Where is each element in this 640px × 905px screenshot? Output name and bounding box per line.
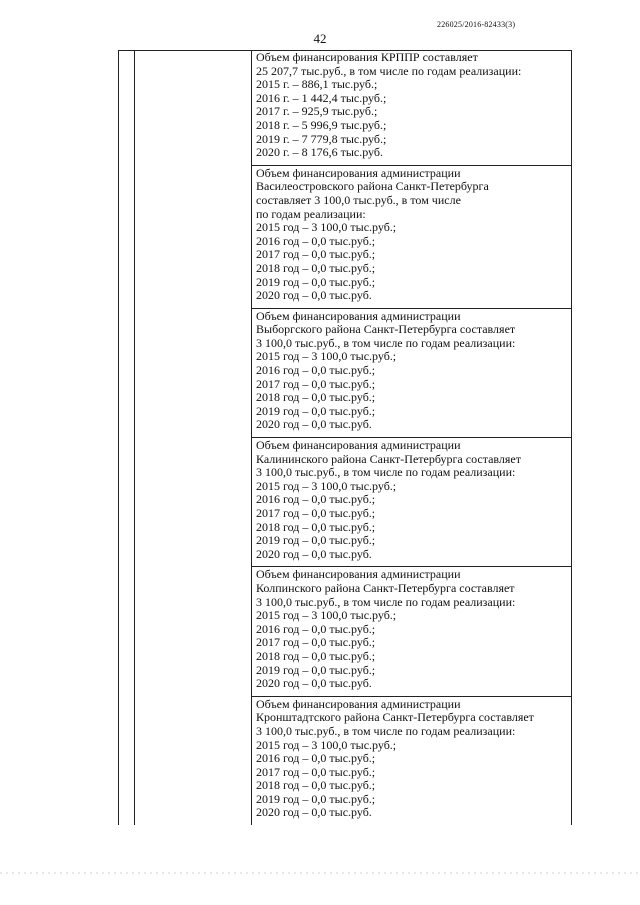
funding-block-line: 2017 год – 0,0 тыс.руб.; xyxy=(256,764,376,779)
funding-block-heading: Объем финансирования администрации xyxy=(256,438,461,453)
funding-block-line: 2020 г. – 8 176,6 тыс.руб. xyxy=(256,145,383,160)
funding-block xyxy=(251,166,571,309)
funding-block-line: 2016 год – 0,0 тыс.руб.; xyxy=(256,363,376,378)
funding-block-line: 2020 год – 0,0 тыс.руб. xyxy=(256,676,372,691)
funding-block-line: 2016 год – 0,0 тыс.руб.; xyxy=(256,751,376,766)
page-number: 42 xyxy=(313,31,327,46)
funding-block-line: Василеостровского района Санкт-Петербурга xyxy=(256,179,489,194)
funding-block-line: Кронштадтского района Санкт-Петербурга составляет xyxy=(256,710,534,725)
funding-block-line: 3 100,0 тыс.руб., в том числе по годам реализации: xyxy=(256,594,516,609)
funding-block-heading: Объем финансирования администрации xyxy=(256,696,461,711)
funding-block-line: 2019 год – 0,0 тыс.руб.; xyxy=(256,274,376,289)
scan-artifact-line xyxy=(0,872,640,874)
funding-block-line: 2017 год – 0,0 тыс.руб.; xyxy=(256,376,376,391)
funding-content-cell xyxy=(251,50,571,825)
funding-block-heading: Объем финансирования администрации xyxy=(256,165,461,180)
funding-block-line: 2019 год – 0,0 тыс.руб.; xyxy=(256,533,376,548)
funding-block-line: 2020 год – 0,0 тыс.руб. xyxy=(256,805,372,820)
funding-block-line: 2019 год – 0,0 тыс.руб.; xyxy=(256,791,376,806)
funding-block-line: 2019 год – 0,0 тыс.руб.; xyxy=(256,403,376,418)
funding-block-line: Калининского района Санкт-Петербурга составляет xyxy=(256,451,521,466)
funding-block-line: 2016 год – 0,0 тыс.руб.; xyxy=(256,233,376,248)
funding-block-line: 2016 год – 0,0 тыс.руб.; xyxy=(256,492,376,507)
funding-block-line: 2017 г. – 925,9 тыс.руб.; xyxy=(256,104,378,119)
funding-block-line: 2015 год – 3 100,0 тыс.руб.; xyxy=(256,478,397,493)
funding-block-line: 2017 год – 0,0 тыс.руб.; xyxy=(256,635,376,650)
funding-block-line: 2018 год – 0,0 тыс.руб.; xyxy=(256,648,376,663)
funding-block-line: 2020 год – 0,0 тыс.руб. xyxy=(256,288,372,303)
funding-block-line: 3 100,0 тыс.руб., в том числе по годам реализации: xyxy=(256,465,516,480)
funding-block-line: 2019 год – 0,0 тыс.руб.; xyxy=(256,662,376,677)
funding-block-line: 2017 год – 0,0 тыс.руб.; xyxy=(256,247,376,262)
funding-block-line: 2019 г. – 7 779,8 тыс.руб.; xyxy=(256,131,387,146)
funding-block-line: 25 207,7 тыс.руб., в том числе по годам реализации: xyxy=(256,63,522,78)
funding-block-heading: Объем финансирования администрации xyxy=(256,567,461,582)
funding-block-line: по годам реализации: xyxy=(256,206,366,221)
funding-block-line: Выборгского района Санкт-Петербурга составляет xyxy=(256,322,516,337)
funding-block-line: 2015 год – 3 100,0 тыс.руб.; xyxy=(256,349,397,364)
funding-block-line: 2018 год – 0,0 тыс.руб.; xyxy=(256,778,376,793)
funding-block xyxy=(251,567,571,696)
funding-block-line: 2015 г. – 886,1 тыс.руб.; xyxy=(256,77,378,92)
funding-block-line: 2017 год – 0,0 тыс.руб.; xyxy=(256,506,376,520)
funding-block-line: 2020 год – 0,0 тыс.руб. xyxy=(256,546,372,561)
funding-block-line: 2015 год – 3 100,0 тыс.руб.; xyxy=(256,737,397,752)
funding-block xyxy=(251,697,571,825)
funding-block-heading: Объем финансирования администрации xyxy=(256,308,461,323)
funding-block xyxy=(251,50,571,166)
document-code: 226025/2016-82433(3) xyxy=(437,20,516,29)
funding-block xyxy=(251,438,571,567)
funding-block-line: 2020 год – 0,0 тыс.руб. xyxy=(256,417,372,432)
funding-block-line: 2018 год – 0,0 тыс.руб.; xyxy=(256,260,376,275)
funding-block-line: 2015 год – 3 100,0 тыс.руб.; xyxy=(256,220,397,235)
funding-block-line: 2016 год – 0,0 тыс.руб.; xyxy=(256,621,376,636)
funding-block-line: 2016 г. – 1 442,4 тыс.руб.; xyxy=(256,90,387,105)
funding-block-line: 2018 год – 0,0 тыс.руб.; xyxy=(256,519,376,534)
funding-block-line: 3 100,0 тыс.руб., в том числе по годам реализации: xyxy=(256,335,516,350)
funding-block-line: Колпинского района Санкт-Петербурга составляет xyxy=(256,580,515,595)
funding-block xyxy=(251,309,571,438)
funding-block-line: 2018 г. – 5 996,9 тыс.руб.; xyxy=(256,117,387,132)
funding-block-line: 2018 год – 0,0 тыс.руб.; xyxy=(256,390,376,405)
funding-block-line: составляет 3 100,0 тыс.руб., в том числе xyxy=(256,192,461,207)
funding-block-heading: Объем финансирования КРППР составляет xyxy=(256,50,478,64)
funding-block-line: 2015 год – 3 100,0 тыс.руб.; xyxy=(256,608,397,623)
funding-block-line: 3 100,0 тыс.руб., в том числе по годам реализации: xyxy=(256,723,516,738)
table-column-divider-1 xyxy=(134,51,135,825)
